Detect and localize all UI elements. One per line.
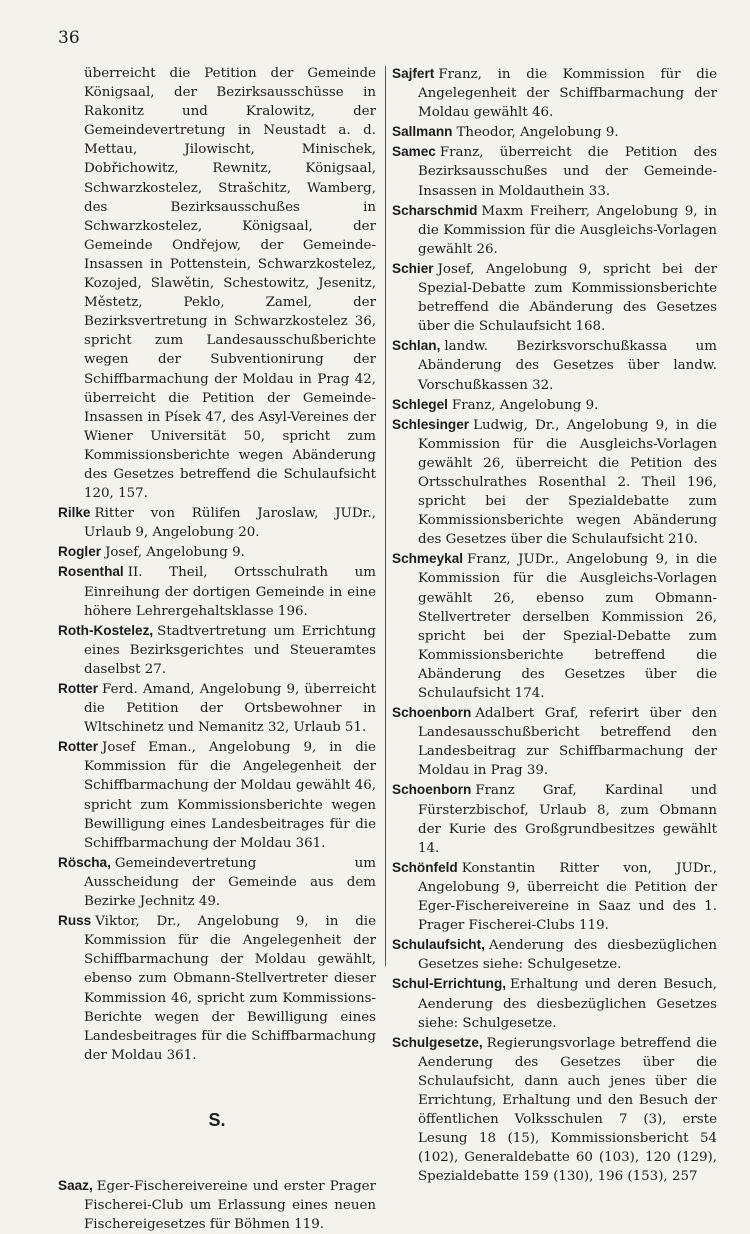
- entry-headword: Schulaufsicht,: [392, 937, 485, 953]
- entry-text: Ludwig, Dr., Angelobung 9, in die Kommission für die Ausgleichs-Vorlagen gewählt 26, überreicht die Petition des Ortsschulrathes Rosenthal 2. Theil 196, spricht bei der Spezialdebatte zum Kommissionsberichte wegen Abänderung des Gesetzes über die Schulaufsicht 210.: [418, 417, 717, 548]
- entry-list-s-continued: [392, 64, 717, 1186]
- index-entry: [58, 542, 376, 562]
- index-entry: [58, 562, 376, 620]
- entry-headword: Schlegel: [392, 396, 448, 412]
- index-entry: [58, 503, 376, 542]
- index-entry: [58, 853, 376, 911]
- index-entry: [392, 64, 717, 122]
- index-entry: [58, 911, 376, 1065]
- entry-text: Ferd. Amand, Angelobung 9, überreicht die Petition der Ortsbewohner in Wltschinetz und Nemanitz 32, Urlaub 51.: [84, 682, 376, 736]
- entry-headword: Rotter: [58, 681, 99, 696]
- entry-headword: Schoenborn: [392, 705, 472, 721]
- entry-text: Josef Eman., Angelobung 9, in die Kommission für die Angelegenheit der Schiffbarmachung der Moldau gewählt 46, spricht zum Kommissionsberichte wegen Bewilligung eines Landesbeitrages für die Schiffbarmachung der Moldau 361.: [84, 740, 376, 851]
- index-entry: [392, 415, 717, 550]
- index-entry: [58, 1176, 376, 1234]
- entry-headword: Saaz,: [58, 1177, 93, 1193]
- entry-text: Theodor, Angelobung 9.: [456, 125, 619, 141]
- entry-text: Eger-Fischereivereine und erster Prager Fischerei-Club um Erlassung eines neuen Fischereigesetzes für Böhmen 119.: [84, 1178, 376, 1233]
- index-entry: [392, 780, 717, 857]
- right-column: [392, 64, 717, 1186]
- entry-headword: Röscha,: [58, 854, 111, 870]
- index-entry: [392, 122, 717, 142]
- entry-headword: Schlan,: [392, 338, 441, 354]
- entry-headword: Russ: [58, 913, 92, 929]
- entry-headword: Rilke: [58, 505, 91, 521]
- entry-headword: Rosenthal: [58, 564, 124, 580]
- entry-text: Franz, in die Kommission für die Angelegenheit der Schiffbarmachung der Moldau gewählt 46.: [418, 67, 717, 121]
- entry-headword: Schier: [392, 260, 434, 276]
- entry-list-s: [58, 1176, 376, 1234]
- entry-headword: Schul-Errichtung,: [392, 976, 507, 992]
- entry-text: Regierungsvorlage betreffend die Aenderung des Gesetzes über die Schulaufsicht, dann auch jenes über die Errichtung, Erhaltung und den Besuch der öffentlichen Volksschulen 7 (3), erste Lesung 18 (15), Kommissionsbericht 54 (102), Generaldebatte 60 (103), 120 (129), Spezialdebatte 159 (130), 196 (153), 257: [418, 1035, 717, 1185]
- entry-text: Gemeindevertretung um Ausscheidung der Gemeinde aus dem Bezirke Jechnitz 49.: [84, 855, 376, 910]
- index-entry: [392, 395, 717, 415]
- column-divider: [385, 66, 386, 966]
- index-entry: [392, 549, 717, 703]
- entry-headword: Schönfeld: [392, 859, 458, 875]
- index-entry: [58, 679, 376, 737]
- index-entry: [392, 201, 717, 259]
- entry-text: Franz, Angelobung 9.: [451, 397, 599, 413]
- entry-text: Josef, Angelobung 9, spricht bei der Spezial-Debatte zum Kommissionsberichte betreffend die Abänderung des Gesetzes über die Schulaufsicht 168.: [418, 261, 717, 335]
- entry-headword: Sajfert: [392, 66, 435, 81]
- entry-text: Erhaltung und deren Besuch, Aenderung des diesbezüglichen Gesetzes siehe: Schulgesetze.: [418, 977, 717, 1031]
- entry-headword: Samec: [392, 144, 436, 160]
- index-entry: [58, 621, 376, 679]
- entry-headword: Sallmann: [392, 124, 453, 140]
- entry-text: Ritter von Rülifen Jaroslaw, JUDr., Urlaub 9, Angelobung 20.: [84, 506, 376, 541]
- entry-headword: Schoenborn: [392, 782, 472, 798]
- entry-text: Konstantin Ritter von, JUDr., Angelobung 9, überreicht die Petition der Eger-Fischereivereine in Saaz und des 1. Prager Fischerei-Clubs 119.: [418, 860, 717, 934]
- entry-text: landw. Bezirksvorschußkassa um Abänderung des Gesetzes über landw. Vorschußkassen 32.: [418, 339, 717, 393]
- index-entry: [58, 737, 376, 853]
- entry-text: Adalbert Graf, referirt über den Landesausschußbericht betreffend den Landesbeitrag zur Schiffbarmachung der Moldau in Prag 39.: [418, 706, 717, 779]
- entry-text: Viktor, Dr., Angelobung 9, in die Kommission für die Angelegenheit der Schiffbarmachung der Moldau gewählt, ebenso zum Obmann-Stellvertreter dieser Kommission 46, spricht zum Kommissions-Berichte wegen der Bewilligung eines Landesbeitrages für die Schiffbarmachung der Moldau 361.: [84, 914, 376, 1063]
- entry-text: Franz, überreicht die Petition des Bezirksausschußes und der Gemeinde-Insassen in Moldauthein 33.: [418, 145, 717, 199]
- index-entry: [392, 974, 717, 1032]
- index-entry: [392, 1033, 717, 1187]
- section-letter-s: S.: [208, 1109, 226, 1130]
- entry-text: Aenderung des diesbezüglichen Gesetzes siehe: Schulgesetze.: [418, 938, 717, 973]
- entry-headword: Schmeykal: [392, 551, 464, 567]
- index-entry: [392, 142, 717, 200]
- entry-text: Franz, JUDr., Angelobung 9, in die Kommission für die Ausgleichs-Vorlagen gewählt 26, ebenso zum Obmann-Stellvertreter derselben Kommission 26, spricht bei der Spezial-Debatte zum Kommissionsberichte betreffend die Abänderung des Gesetzes über die Schulaufsicht 174.: [418, 552, 717, 701]
- entry-text: Franz Graf, Kardinal und Fürsterzbischof, Urlaub 8, zum Obmann der Kurie des Großgrundbesitzes gewählt 14.: [418, 783, 717, 856]
- index-entry: [392, 703, 717, 780]
- entry-headword: Scharschmid: [392, 202, 478, 218]
- entry-headword: Rogler: [58, 544, 102, 560]
- index-entry: [392, 935, 717, 974]
- index-entry: [392, 259, 717, 336]
- entry-headword: Rotter: [58, 739, 99, 755]
- entry-text: II. Theil, Ortsschulrath um Einreihung der dortigen Gemeinde in eine höhere Lehrergehaltsklasse 196.: [84, 565, 376, 619]
- entry-text: Josef, Angelobung 9.: [105, 545, 245, 561]
- continued-entry-text: überreicht die Petition der Gemeinde Königsaal, der Bezirksausschüsse in Rakonitz und Kralowitz, der Gemeindevertretung in Neustadt a. d. Mettau, Jilowischt, Minischek, Dobřichowitz, Rewnitz, Königsaal, Schwarzkostelez, Strašchitz, Wamberg, des Bezirksausschußes in Schwarzkostelez, Königsaal, der Gemeinde Ondřejow, der Gemeinde-Insassen in Pottenstein, Schwarzkostelez, Kozojed, Slawětin, Schestowitz, Jesenitz, Městetz, Peklo, Zamel, der Bezirksvertretung in Schwarzkostelez 36, spricht zum Landesausschußberichte wegen der Subventionirung der Schiffbarmachung der Moldau in Prag 42, überreicht die Petition der Gemeinde-Insassen in Písek 47, des Asyl-Vereines der Wiener Universität 50, spricht zum Kommissionsberichte wegen Abänderung des Gesetzes betreffend die Schulaufsicht 120, 157.: [84, 66, 376, 502]
- entry-text: Maxm Freiherr, Angelobung 9, in die Kommission für die Ausgleichs-Vorlagen gewählt 26.: [418, 203, 717, 257]
- index-entry: [392, 336, 717, 394]
- entry-headword: Schlesinger: [392, 416, 470, 432]
- page-number: 36: [58, 28, 80, 48]
- entry-list-r: [58, 503, 376, 1065]
- entry-headword: Roth-Kostelez,: [58, 622, 154, 638]
- left-column: [58, 64, 376, 1234]
- entry-text: Stadtvertretung um Errichtung eines Bezirksgerichtes und Steueramtes daselbst 27.: [84, 623, 376, 677]
- index-entry: [392, 858, 717, 935]
- entry-headword: Schulgesetze,: [392, 1034, 483, 1050]
